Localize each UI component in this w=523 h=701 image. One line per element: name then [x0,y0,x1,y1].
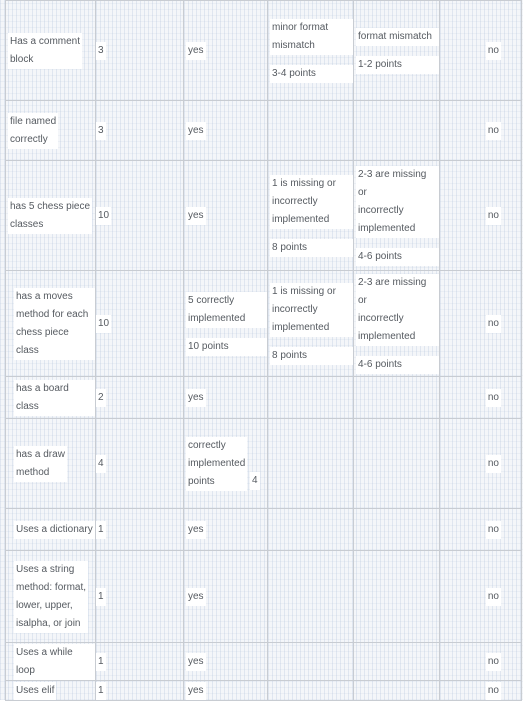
points-cell [96,101,184,161]
partial-credit-a-cell [268,1,354,101]
no-credit-label: no [486,315,501,333]
full-credit-cell [184,419,268,509]
points-value: 3 [96,122,106,140]
table-row [6,419,522,509]
full-credit-label: yes [186,653,206,671]
no-credit-label: no [486,653,501,671]
full-credit-description: 5 correctly implemented [186,292,267,328]
partial-credit-b-cell [354,509,440,551]
full-credit-cell [184,509,268,551]
criterion-cell [6,271,96,377]
no-credit-label: no [486,122,501,140]
partial-credit-a-cell [268,377,354,419]
full-credit-cell [184,681,268,701]
points-value: 3 [96,42,106,60]
full-credit-label: yes [186,588,206,606]
partial-b-description: 2-3 are missing or incorrectly implemented [356,274,439,346]
full-credit-cell [184,101,268,161]
full-credit-cell [184,1,268,101]
no-credit-cell [440,377,522,419]
points-value: 1 [96,521,106,539]
partial-credit-a-cell [268,551,354,643]
full-credit-label: yes [186,682,206,700]
points-value: 1 [96,588,106,606]
table-row [6,643,522,681]
points-cell [96,377,184,419]
points-cell [96,509,184,551]
points-cell [96,681,184,701]
partial-a-description: 1 is missing or incorrectly implemented [270,283,353,337]
points-value: 1 [96,682,106,700]
rubric-table [5,0,522,701]
partial-credit-a-cell [268,419,354,509]
no-credit-label: no [486,455,501,473]
criterion-label: has a draw method [14,446,67,482]
points-cell [96,271,184,377]
partial-credit-b-cell [354,377,440,419]
no-credit-label: no [486,682,501,700]
partial-credit-a-cell [268,161,354,271]
full-credit-label: correctly implemented points [186,437,247,491]
points-value: 4 [96,455,106,473]
no-credit-label: no [486,389,501,407]
criterion-cell [6,377,96,419]
full-credit-cell [184,271,268,377]
table-row [6,1,522,101]
no-credit-cell [440,509,522,551]
points-cell [96,1,184,101]
partial-credit-b-cell [354,551,440,643]
partial-b-points: 4-6 points [356,356,439,374]
partial-a-description: minor format mismatch [270,19,353,55]
no-credit-label: no [486,521,501,539]
full-credit-points: 4 [250,472,260,490]
table-row [6,681,522,701]
partial-credit-b-cell [354,101,440,161]
criterion-label: has 5 chess piece classes [8,198,92,234]
points-value: 2 [96,389,106,407]
table-row [6,377,522,419]
criterion-label: Uses a while loop [14,644,95,680]
full-credit-cell [184,643,268,681]
no-credit-label: no [486,42,501,60]
full-credit-cell [184,551,268,643]
partial-credit-a-cell [268,271,354,377]
full-credit-label: yes [186,207,206,225]
criterion-cell [6,1,96,101]
criterion-cell [6,161,96,271]
partial-credit-b-cell [354,161,440,271]
full-credit-label: yes [186,122,206,140]
partial-b-points: 1-2 points [356,56,439,74]
table-row [6,271,522,377]
points-cell [96,161,184,271]
no-credit-label: no [486,588,501,606]
criterion-cell [6,509,96,551]
criterion-cell [6,419,96,509]
no-credit-cell [440,1,522,101]
table-row [6,101,522,161]
no-credit-cell [440,551,522,643]
full-credit-label: yes [186,42,206,60]
partial-credit-a-cell [268,509,354,551]
no-credit-label: no [486,207,501,225]
partial-credit-b-cell [354,643,440,681]
criterion-cell [6,643,96,681]
criterion-cell [6,101,96,161]
points-cell [96,551,184,643]
partial-a-points: 8 points [270,347,353,365]
criterion-label: has a moves method for each chess piece class [14,288,95,360]
points-cell [96,419,184,509]
partial-b-points: 4-6 points [356,248,439,266]
criterion-label: file named correctly [8,113,58,149]
partial-credit-a-cell [268,101,354,161]
partial-credit-a-cell [268,681,354,701]
partial-b-description: format mismatch [356,28,439,46]
no-credit-cell [440,419,522,509]
partial-a-points: 3-4 points [270,65,353,83]
criterion-label: Uses a string method: format, lower, upper, isalpha, or join [14,561,88,633]
partial-credit-a-cell [268,643,354,681]
criterion-label: Has a comment block [8,33,82,69]
partial-credit-b-cell [354,1,440,101]
criterion-label: has a board class [14,380,95,416]
full-credit-label: yes [186,521,206,539]
criterion-cell [6,551,96,643]
full-credit-cell [184,161,268,271]
full-credit-cell [184,377,268,419]
table-row [6,509,522,551]
no-credit-cell [440,101,522,161]
full-credit-points: 10 points [186,338,267,356]
criterion-label: Uses elif [14,682,56,700]
criterion-cell [6,681,96,701]
partial-credit-b-cell [354,271,440,377]
criterion-label: Uses a dictionary [14,521,95,539]
partial-b-description: 2-3 are missing or incorrectly implemented [356,166,439,238]
points-value: 10 [96,315,111,333]
partial-a-points: 8 points [270,239,353,257]
partial-credit-b-cell [354,419,440,509]
no-credit-cell [440,681,522,701]
points-cell [96,643,184,681]
points-value: 10 [96,207,111,225]
no-credit-cell [440,643,522,681]
points-value: 1 [96,653,106,671]
no-credit-cell [440,271,522,377]
no-credit-cell [440,161,522,271]
partial-a-description: 1 is missing or incorrectly implemented [270,175,353,229]
table-row [6,161,522,271]
table-row [6,551,522,643]
full-credit-label: yes [186,389,206,407]
partial-credit-b-cell [354,681,440,701]
